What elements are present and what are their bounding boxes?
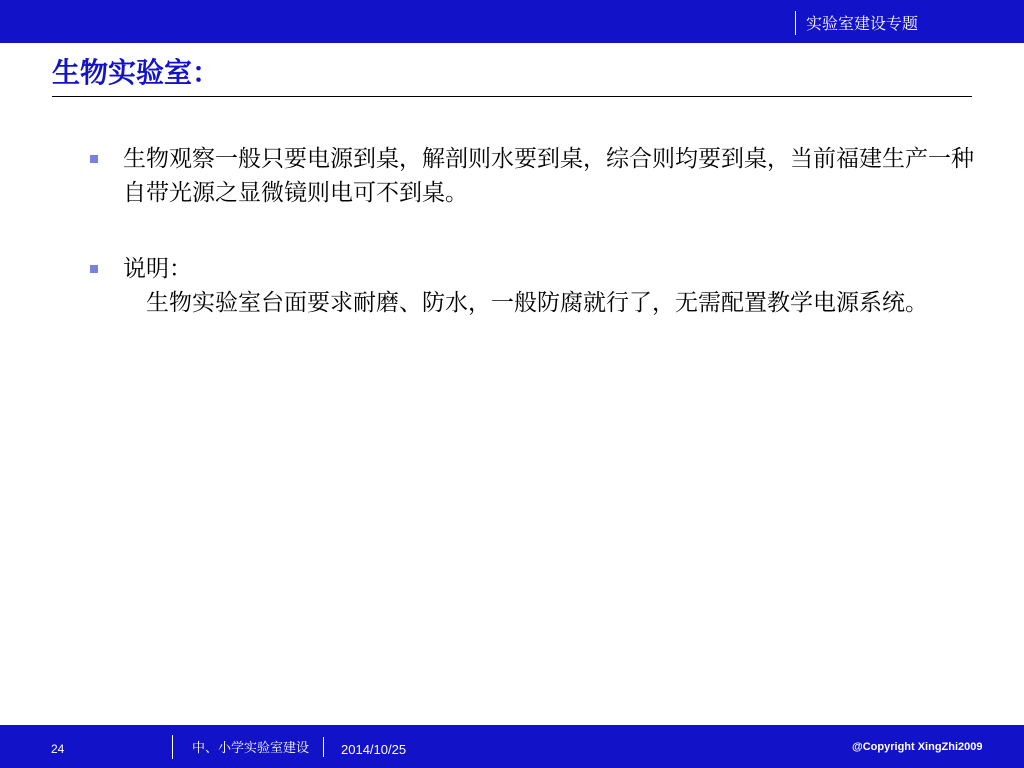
copyright-text: @Copyright XingZhi2009	[852, 741, 983, 753]
bullet-square-icon	[90, 155, 98, 163]
slide-title: 生物实验室：	[52, 56, 221, 89]
header-bar	[0, 0, 1024, 43]
bullet-text: 生物观察一般只要电源到桌，解剖则水要到桌，综合则均要到桌，当前福建生产一种自带光源之显微镜则电可不到桌。	[123, 146, 974, 206]
footer-course: 中、小学实验室建设	[192, 741, 310, 756]
header-divider	[795, 11, 796, 35]
footer-date: 2014/10/25	[341, 742, 407, 757]
bullet-item-1	[90, 142, 980, 210]
header-topic: 实验室建设专题	[806, 14, 919, 33]
title-underline	[52, 96, 972, 97]
page-number: 24	[51, 742, 65, 756]
slide-content	[90, 142, 980, 320]
bullet-heading: 说明：	[123, 256, 192, 282]
bullet-square-icon	[90, 265, 98, 273]
footer-divider	[172, 735, 173, 759]
bullet-body: 生物实验室台面要求耐磨、防水，一般防腐就行了，无需配置教学电源系统。	[146, 290, 928, 316]
bullet-item-2	[90, 252, 980, 320]
footer-divider-2	[323, 737, 324, 757]
